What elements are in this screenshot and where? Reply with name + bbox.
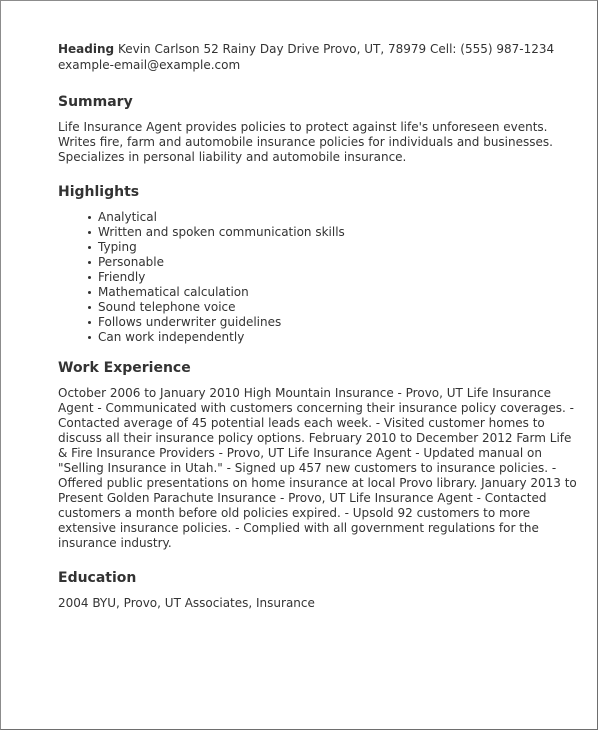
heading-label: Heading	[58, 42, 115, 56]
highlight-item: Personable	[98, 255, 577, 270]
experience-text: October 2006 to January 2010 High Mountain Insurance - Provo, UT Life Insurance Agent - Communicated with customers concerning their insurance policy coverages. - Contacted average of 45 potential leads each week. - Visited customer homes to discuss all their insurance policy options. February 2010 to December 2012 Farm Life & Fire Insurance Providers - Provo, UT Life Insurance Agent - Updated manual on "Selling Insurance in Utah." - Signed up 457 new customers to insurance policies. - Offered public presentations on home insurance at local Provo library. January 2013 to Present Golden Parachute Insurance - Provo, UT Life Insurance Agent - Contacted customers a month before old policies expired. - Upsold 92 customers to more extensive insurance policies. - Complied with all government regulations for the insurance industry.	[58, 386, 577, 550]
highlight-item: Friendly	[98, 270, 577, 285]
highlight-item: Typing	[98, 240, 577, 255]
highlight-item: Follows underwriter guidelines	[98, 315, 577, 330]
highlight-item: Mathematical calculation	[98, 285, 577, 300]
highlight-item: Analytical	[98, 210, 577, 225]
summary-text: Life Insurance Agent provides policies to protect against life's unforeseen events. Writes fire, farm and automobile insurance policies for individuals and businesses. Specializes in personal liability and automobile insurance.	[58, 120, 553, 164]
education-title: Education	[58, 570, 137, 586]
summary-title: Summary	[58, 94, 133, 110]
education-text: 2004 BYU, Provo, UT Associates, Insurance	[58, 596, 315, 610]
experience-title: Work Experience	[58, 360, 191, 376]
highlights-title: Highlights	[58, 184, 140, 200]
highlight-item: Sound telephone voice	[98, 300, 577, 315]
contact-info: Kevin Carlson 52 Rainy Day Drive Provo, UT, 78979 Cell: (555) 987-1234 example-email@example.com	[58, 42, 555, 72]
contact-heading	[58, 41, 577, 73]
highlight-item: Can work independently	[98, 330, 577, 345]
highlights-list	[58, 210, 577, 345]
highlight-item: Written and spoken communication skills	[98, 225, 577, 240]
